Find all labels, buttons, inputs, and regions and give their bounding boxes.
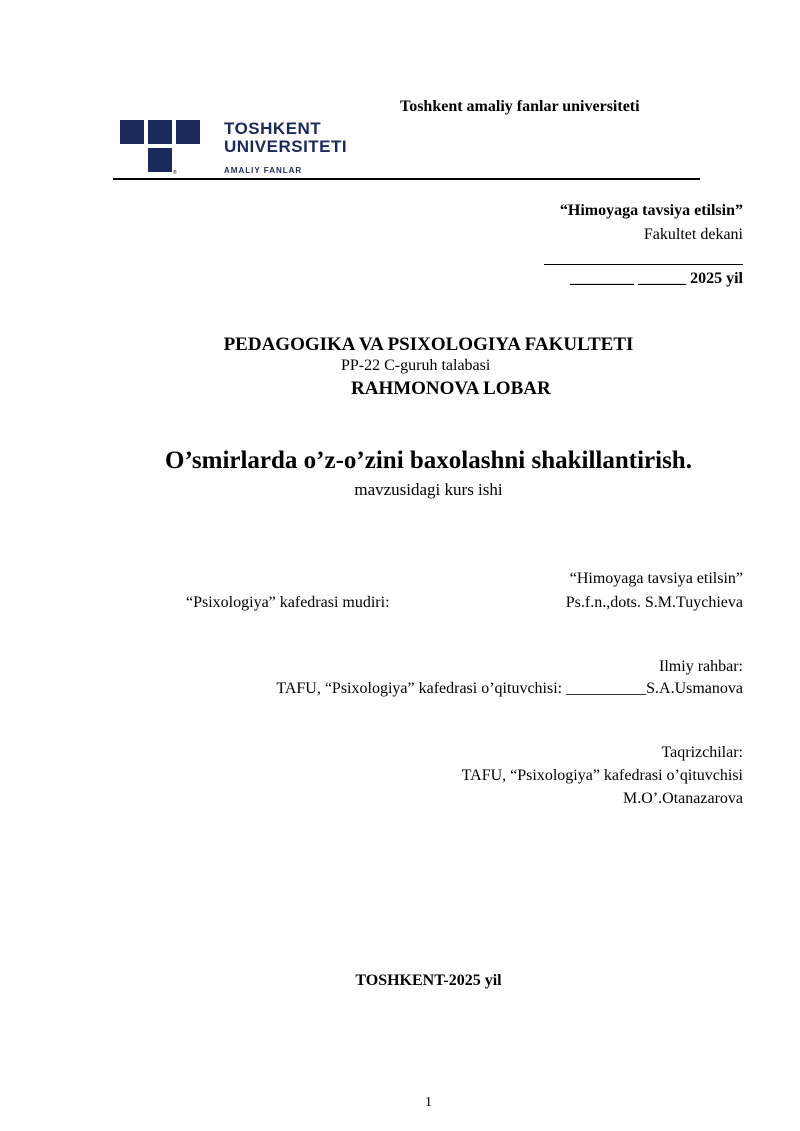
approval-title: “Himoyaga tavsiya etilsin” xyxy=(559,202,743,219)
logo-square-icon xyxy=(120,120,144,144)
reviewers-role: Taqrizchilar: xyxy=(661,744,743,761)
work-topic: O’smirlarda o’z-o’zini baxolashni shakillantirish. xyxy=(165,447,692,474)
logo-square-icon xyxy=(176,120,200,144)
logo-line1: TOSHKENT xyxy=(224,119,322,138)
logo-square-icon xyxy=(148,120,172,144)
approval-role: Fakultet dekani xyxy=(643,226,743,243)
reviewer-name: M.O’.Otanazarova xyxy=(623,790,743,807)
reviewer-position: TAFU, “Psixologiya” kafedrasi o’qituvchisi xyxy=(461,767,743,784)
page-number: 1 xyxy=(425,1095,432,1110)
logo-registered-mark: ® xyxy=(173,170,177,176)
logo-subtitle: AMALIY FANLAR xyxy=(224,166,303,175)
logo-square-icon xyxy=(148,148,172,172)
work-type: mavzusidagi kurs ishi xyxy=(354,480,503,499)
logo-line2: UNIVERSITETI xyxy=(224,137,348,156)
university-name: Toshkent amaliy fanlar universiteti xyxy=(400,98,640,115)
supervisor-line: TAFU, “Psixologiya” kafedrasi o’qituvchisi: __________S.A.Usmanova xyxy=(276,680,743,697)
header-divider xyxy=(113,178,700,180)
approval-signature-line xyxy=(544,264,743,265)
student-group: PP-22 C-guruh talabasi xyxy=(341,357,491,374)
approval-date: ________ ______ 2025 yil xyxy=(570,270,743,287)
city-year: TOSHKENT-2025 yil xyxy=(355,972,502,989)
head-approval-quote: “Himoyaga tavsiya etilsin” xyxy=(569,570,743,587)
department-head-name: Ps.f.n.,dots. S.M.Tuychieva xyxy=(565,594,743,611)
department-head-role: “Psixologiya” kafedrasi mudiri: xyxy=(186,594,390,611)
student-name: RAHMONOVA LOBAR xyxy=(351,378,551,399)
university-logo xyxy=(120,120,360,178)
faculty-name: PEDAGOGIKA VA PSIXOLOGIYA FAKULTETI xyxy=(223,334,634,355)
supervisor-role: Ilmiy rahbar: xyxy=(659,658,743,675)
